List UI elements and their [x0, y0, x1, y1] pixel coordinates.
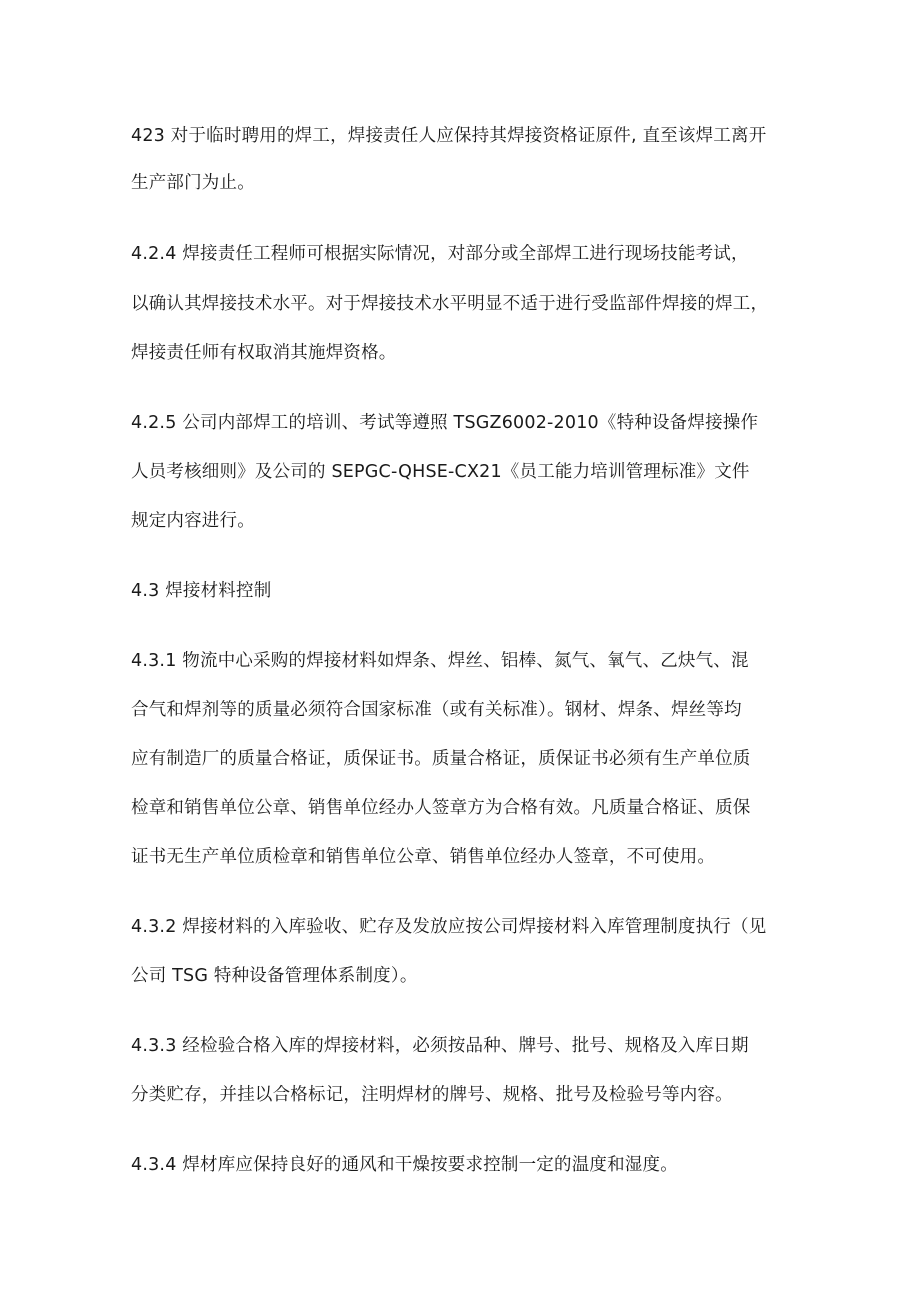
- paragraph-4-3-2-line-2: 公司 TSG 特种设备管理体系制度）。: [131, 966, 418, 986]
- paragraph-4-3-3-line-2: 分类贮存，并挂以合格标记，注明焊材的牌号、规格、批号及检验号等内容。: [131, 1085, 733, 1105]
- paragraph-4-2-4-line-3: 焊接责任师有权取消其施焊资格。: [131, 343, 397, 363]
- paragraph-4-3-1-line-4: 检章和销售单位公章、销售单位经办人签章方为合格有效。凡质量合格证、质保: [131, 798, 751, 818]
- paragraph-4-3-1-line-1: 4.3.1 物流中心采购的焊接材料如焊条、焊丝、铝棒、氮气、氧气、乙炔气、混: [131, 651, 749, 671]
- paragraph-4-3-1-line-5: 证书无生产单位质检章和销售单位公章、销售单位经办人签章，不可使用。: [131, 847, 716, 867]
- paragraph-4-3-1-line-3: 应有制造厂的质量合格证，质保证书。质量合格证，质保证书必须有生产单位质: [131, 749, 751, 769]
- paragraph-4-2-3-line-2: 生产部门为止。: [131, 173, 255, 193]
- paragraph-4-2-4-line-1: 4.2.4 焊接责任工程师可根据实际情况，对部分或全部焊工进行现场技能考试，: [131, 244, 749, 264]
- paragraph-4-3-4-line-1: 4.3.4 焊材库应保持良好的通风和干燥按要求控制一定的温度和湿度。: [131, 1155, 678, 1175]
- section-heading-4-3: 4.3 焊接材料控制: [131, 581, 272, 601]
- paragraph-4-2-5-line-2: 人员考核细则》及公司的 SEPGC-QHSE-CX21《员工能力培训管理标准》文件: [131, 462, 750, 482]
- paragraph-4-2-3-line-1: 423 对于临时聘用的焊工，焊接责任人应保持其焊接资格证原件, 直至该焊工离开: [131, 126, 767, 146]
- paragraph-4-3-2-line-1: 4.3.2 焊接材料的入库验收、贮存及发放应按公司焊接材料入库管理制度执行（见: [131, 917, 767, 937]
- paragraph-4-3-3-line-1: 4.3.3 经检验合格入库的焊接材料，必须按品种、牌号、批号、规格及入库日期: [131, 1036, 749, 1056]
- paragraph-4-2-5-line-3: 规定内容进行。: [131, 511, 255, 531]
- paragraph-4-3-1-line-2: 合气和焊剂等的质量必须符合国家标准（或有关标准）。钢材、焊条、焊丝等均: [131, 700, 742, 720]
- paragraph-4-2-5-line-1: 4.2.5 公司内部焊工的培训、考试等遵照 TSGZ6002-2010《特种设备焊接操作: [131, 413, 759, 433]
- paragraph-4-2-4-line-2: 以确认其焊接技术水平。对于焊接技术水平明显不适于进行受监部件焊接的焊工，: [131, 294, 769, 314]
